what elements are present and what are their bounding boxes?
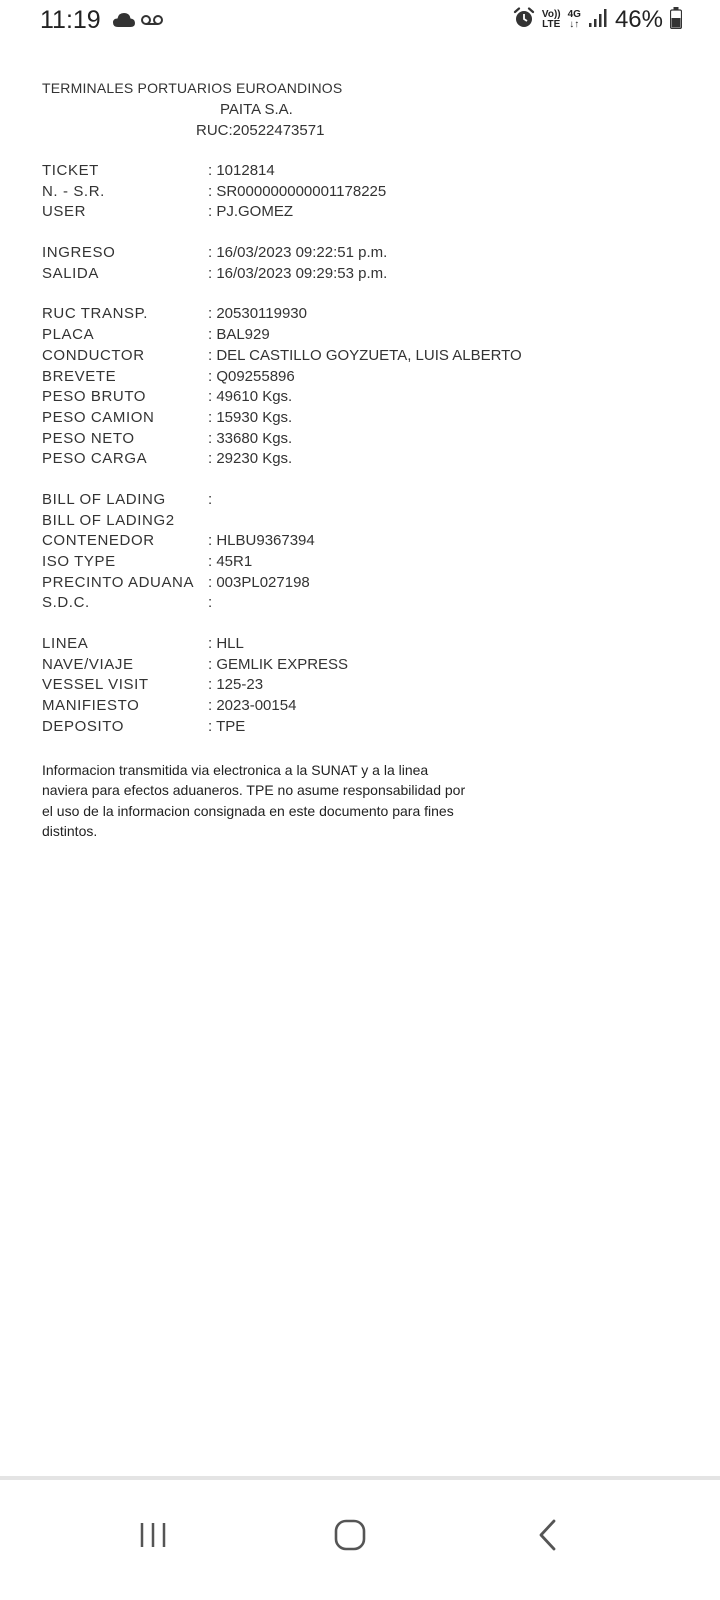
back-icon xyxy=(536,1518,560,1552)
field-label: SALIDA xyxy=(42,264,99,282)
field-value: : Q09255896 xyxy=(208,367,295,385)
field-row xyxy=(42,243,682,264)
field-label: PLACA xyxy=(42,326,95,344)
field-value: : 45R1 xyxy=(208,553,253,570)
field-label: PRECINTO ADUANA xyxy=(42,573,195,591)
field-value: : 15930 Kgs. xyxy=(208,408,293,426)
field-row xyxy=(42,490,682,511)
field-value: : 125-23 xyxy=(208,676,264,694)
field-value: : 49610 Kgs. xyxy=(208,388,293,406)
field-value: : 33680 Kgs. xyxy=(208,429,293,447)
clock: 11:19 xyxy=(40,6,101,34)
field-value: : 16/03/2023 09:29:53 p.m. xyxy=(208,264,388,282)
field-value: : xyxy=(208,594,213,612)
system-indicators xyxy=(513,6,682,34)
recent-apps-icon xyxy=(138,1520,168,1550)
field-row xyxy=(42,304,682,325)
field-row xyxy=(42,264,682,285)
field-label: BILL OF LADING xyxy=(42,490,166,508)
field-row xyxy=(42,717,682,738)
field-group xyxy=(42,634,682,737)
field-row xyxy=(42,367,682,388)
signal-icon xyxy=(588,8,608,33)
back-button[interactable] xyxy=(508,1500,588,1570)
field-label: CONTENEDOR xyxy=(42,532,155,550)
field-value: : BAL929 xyxy=(208,326,270,344)
field-label: TICKET xyxy=(42,162,99,179)
field-row xyxy=(42,573,682,594)
status-bar xyxy=(0,0,720,44)
home-icon xyxy=(333,1518,367,1552)
battery-icon xyxy=(670,7,682,34)
field-label: PESO NETO xyxy=(42,429,135,447)
field-label: DEPOSITO xyxy=(42,717,125,735)
field-label: LINEA xyxy=(42,635,89,653)
field-row xyxy=(42,325,682,346)
alarm-icon xyxy=(513,7,535,34)
field-label: INGRESO xyxy=(42,244,116,262)
voicemail-icon xyxy=(141,13,163,32)
cloud-icon xyxy=(113,12,135,33)
field-group xyxy=(42,161,682,223)
field-value: : GEMLIK EXPRESS xyxy=(208,655,349,673)
field-row xyxy=(42,202,682,223)
field-label: ISO TYPE xyxy=(42,553,116,570)
battery-percent: 46% xyxy=(614,6,663,33)
field-row xyxy=(42,531,682,552)
field-group xyxy=(42,304,682,470)
field-row xyxy=(42,449,682,470)
notification-icons xyxy=(113,12,163,33)
field-row xyxy=(42,696,682,717)
field-label: S.D.C. xyxy=(42,594,90,612)
field-value: : 29230 Kgs. xyxy=(208,450,293,468)
field-row xyxy=(42,634,682,655)
field-value: : DEL CASTILLO GOYZUETA, LUIS ALBERTO xyxy=(208,346,522,364)
volte-indicator: Vo)) LTE xyxy=(541,9,561,30)
field-label: RUC TRANSP. xyxy=(42,305,149,323)
field-row xyxy=(42,655,682,676)
data-arrows-icon: ↓↑ xyxy=(569,19,580,30)
field-label: VESSEL VISIT xyxy=(42,676,149,694)
field-value: : SR000000000001178225 xyxy=(208,182,387,200)
field-row xyxy=(42,387,682,408)
field-value: : TPE xyxy=(208,717,246,735)
field-label: PESO BRUTO xyxy=(42,388,147,406)
field-label: PESO CAMION xyxy=(42,408,155,426)
field-row xyxy=(42,182,682,203)
field-label: N. - S.R. xyxy=(42,182,105,200)
ticket-document xyxy=(42,78,682,842)
field-label: BILL OF LADING2 xyxy=(42,511,175,529)
field-label: NAVE/VIAJE xyxy=(42,655,134,673)
field-label: USER xyxy=(42,203,87,221)
field-value: : 003PL027198 xyxy=(208,573,310,591)
field-row xyxy=(42,429,682,450)
company-subtitle: PAITA S.A. xyxy=(220,101,293,118)
field-value: : HLL xyxy=(208,635,244,653)
field-group xyxy=(42,243,682,284)
ticket-fields xyxy=(42,161,682,738)
field-row xyxy=(42,593,682,614)
field-value: : 20530119930 xyxy=(208,305,307,323)
field-row xyxy=(42,675,682,696)
field-value: : 16/03/2023 09:22:51 p.m. xyxy=(208,244,388,262)
field-label: PESO CARGA xyxy=(42,450,148,468)
field-label: BREVETE xyxy=(42,367,117,385)
recent-apps-button[interactable] xyxy=(113,1500,193,1570)
network-type-indicator: 4G ↓↑ xyxy=(567,9,581,30)
field-value: : PJ.GOMEZ xyxy=(208,203,294,221)
field-row xyxy=(42,161,682,182)
company-name: TERMINALES PORTUARIOS EUROANDINOS xyxy=(42,80,343,96)
field-value: : xyxy=(208,490,213,508)
navigation-bar xyxy=(0,1480,720,1600)
field-group xyxy=(42,490,682,614)
disclaimer-text: Informacion transmitida via electronica a la SUNAT y a la linea naviera para efectos aduaneros. TPE no asume responsabilidad por el uso de la informacion consignada en este documento para fines distintos. xyxy=(42,761,466,839)
field-row xyxy=(42,346,682,367)
field-value: : 1012814 xyxy=(208,162,275,179)
company-ruc: RUC:20522473571 xyxy=(196,122,325,139)
field-row xyxy=(42,511,682,532)
field-row xyxy=(42,408,682,429)
field-label: CONDUCTOR xyxy=(42,346,145,364)
field-value: : 2023-00154 xyxy=(208,697,297,715)
field-row xyxy=(42,552,682,573)
field-value: : HLBU9367394 xyxy=(208,532,315,550)
field-label: MANIFIESTO xyxy=(42,697,140,715)
home-button[interactable] xyxy=(310,1500,390,1570)
